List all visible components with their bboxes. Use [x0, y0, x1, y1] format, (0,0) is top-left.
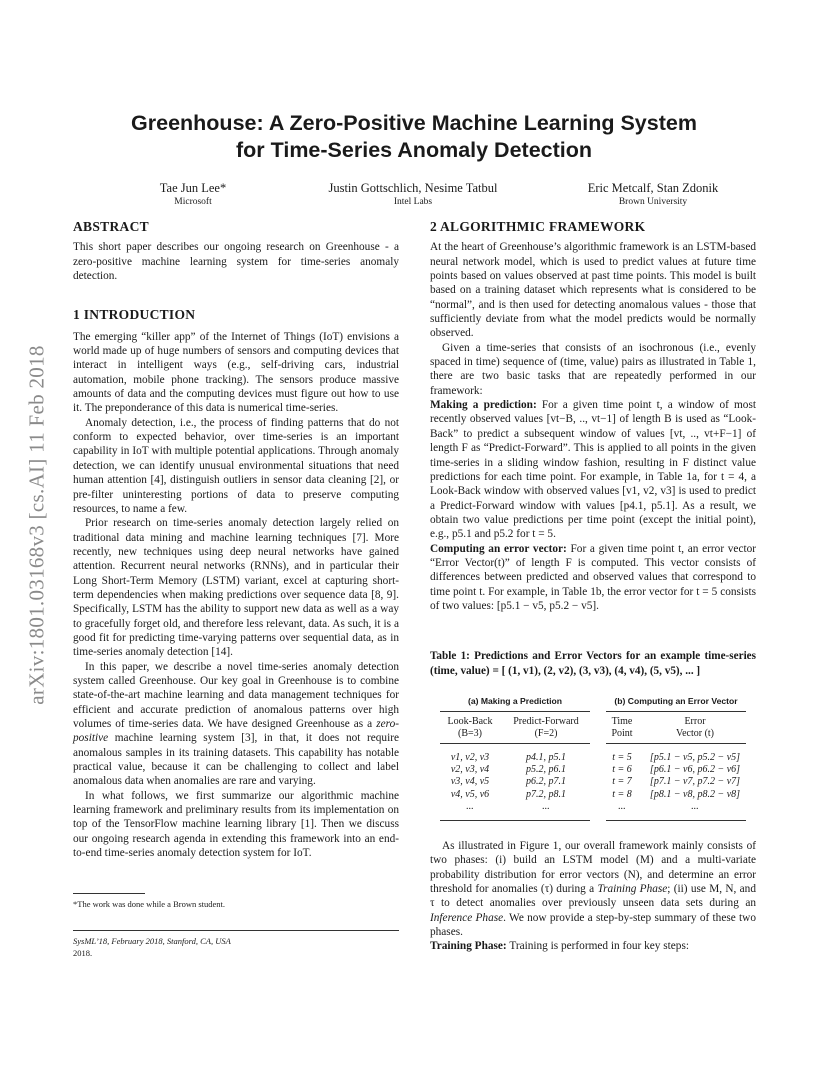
author-3 [548, 181, 758, 209]
header-line: Point [611, 728, 633, 740]
table-a-title: (a) Making a Prediction [467, 696, 563, 706]
abstract-text: This short paper describes our ongoing research on Greenhouse - a zero-positive machine learning system for time-series anomaly detection. [73, 241, 399, 283]
intro-paragraph-5: In what follows, we first summarize our algorithmic machine learning framework and preliminary results from its implementation on top of the TensorFlow machine learning library [1]. Then we discuss our ongoing research agenda in extending this framework into an end-to-end time-series anomaly detection system for IoT. [73, 789, 399, 860]
author-block [0, 181, 828, 215]
error-vector-label: Computing an error vector: [430, 542, 567, 555]
algo-paragraph-2: Given a time-series that consists of an isochronous (i.e., evenly spaced in time) sequence of (time, value) pairs as illustrated in Table 1, there are two basic tasks that are repeatedly performed in our framework: [430, 341, 756, 397]
header-line: (B=3) [458, 728, 482, 740]
table-b-cell: [p6.1 − v6, p6.2 − v6] [649, 764, 741, 776]
prediction-paragraph [430, 398, 756, 541]
author-2 [298, 181, 528, 209]
footnote: *The work was done while a Brown student. [73, 899, 226, 909]
table-a [440, 716, 590, 820]
algo-paragraph-1: At the heart of Greenhouse’s algorithmic framework is an LSTM-based neural network model, which is used to predict values at future time points based on values observed at past time points. This model is built based on a training dataset which represents what is considered to be “normal”, and is then used for detecting anomalous values - those that sufficiently deviate from what the model predicts would be normally observed. [430, 241, 756, 340]
header-line: Vector (t) [675, 728, 715, 740]
title-line-1: Greenhouse: A Zero-Positive Machine Learning System [131, 111, 697, 135]
intro-p4-part-b: machine learning system [3], in that, it does not require anomalous samples in its training datasets. This capability has notable practical value, because it can be challenging to collect and label anomalous data when anomalies are rare and varying. [73, 732, 399, 788]
table-b-bottom-rule [606, 820, 746, 821]
prediction-label: Making a prediction: [430, 399, 537, 412]
header-line: Error [684, 716, 706, 727]
framework-paragraph [430, 839, 756, 939]
venue-rule [73, 930, 399, 931]
table-a-cell: v2, v3, v4 [450, 764, 490, 776]
framework-text-b: ; (ii) use M, N, and τ to detect anomalies over previously unseen data sets during an [430, 883, 756, 910]
training-phase-paragraph [430, 939, 756, 953]
table-a-cell: v3, v4, v5 [450, 776, 490, 788]
header-line: Look-Back [447, 716, 493, 727]
author-affiliation: Brown University [618, 197, 688, 207]
author-affiliation: Intel Labs [393, 197, 433, 207]
author-1 [118, 181, 268, 209]
table-a-bottom-rule [440, 820, 590, 821]
table-b-cell: t = 8 [612, 788, 632, 800]
table-a-cell: p5.2, p6.1 [526, 764, 566, 776]
framework-text-c: . We now provide a step-by-step summary of these two phases. [430, 911, 756, 939]
title-line-2: for Time-Series Anomaly Detection [235, 138, 593, 162]
table-b-cell: [p5.1 − v5, p5.2 − v5] [649, 752, 741, 763]
header-line: Predict-Forward [513, 716, 579, 727]
table-b-title: (b) Computing an Error Vector [614, 696, 738, 706]
table-a-cell: ... [542, 800, 550, 812]
table-a-cell: v1, v2, v3 [450, 752, 490, 763]
left-column [73, 220, 399, 860]
table-a-cell: ... [466, 800, 474, 812]
intro-p4-emphasis: zero-positive [73, 718, 399, 745]
venue-year: 2018. [73, 948, 93, 958]
table-a-cell: p7.2, p8.1 [526, 788, 566, 800]
arxiv-id-text: arXiv:1801.03168v3 [cs.AI] 11 Feb 2018 [24, 345, 49, 705]
table-b-top-rule [606, 711, 746, 712]
table-a-cell: p6.2, p7.1 [526, 776, 566, 788]
training-phase-text: Training is performed in four key steps: [509, 940, 689, 953]
author-name: Tae Jun Lee* [159, 181, 227, 195]
header-line: (F=2) [534, 728, 558, 740]
right-column-bottom [430, 839, 756, 954]
prediction-text: For a given time point t, a window of most recently observed values [vt−B, .., vt−1] of length B is used as “Look-Back” to predict a subsequent window of values [vt, .., vt+F−1] of length F as “Predict-Forward”. This is applied to all points in the given time-series in a sliding window fashion, resulting in F distinct value predictions for each time point. For example, in Table 1a, for t = 4, a Look-Back window with observed values [v1, v2, v3] is used to predict a Predict-Forward window with values [p4.1, p5.1]. As a result, we obtain two value predictions per time point (except the initial point), e.g., p5.1 and p5.2 for t = 5. [430, 399, 756, 541]
intro-paragraph-3: Prior research on time-series anomaly detection largely relied on traditional data mining and machine learning techniques [7]. More recently, new techniques using deep neural networks have gained attention. Recurrent neural networks (RNNs), and in particular their Long Short-Term Memory (LSTM) variant, excel at capturing short-term dependencies when making predictions over sequence data [8, 9]. Specifically, LSTM has the ability to support new data as well as a way to gracefully forget old, and therefore less relevant, data. As such, it is a good fit for predicting time-varying patterns over sequential data, as in time-series anomaly detection [14]. [73, 517, 399, 659]
author-affiliation: Microsoft [174, 197, 212, 207]
training-phase-emphasis: Training Phase [597, 883, 668, 896]
right-column-top [430, 220, 756, 613]
table-b-cell: ... [618, 800, 626, 812]
table-a-cell: p4.1, p5.1 [526, 752, 566, 763]
table-caption: Table 1: Predictions and Error Vectors for an example time-series (time, value) = [ (1, v1), (2, v2), (3, v3), (4, v4), (5, v5), ... ] [430, 650, 756, 677]
paper-title [0, 110, 828, 164]
intro-paragraph-4 [73, 660, 399, 789]
header-line: Time [611, 716, 633, 727]
framework-text-a: As illustrated in Figure 1, our overall framework mainly consists of two phases: (i) build an LSTM model (M) and a multi-variate probability distribution for error vectors (N), and determine an error threshold for anomalies (τ) during a [430, 840, 756, 896]
abstract-heading: ABSTRACT [73, 219, 149, 234]
table-b-cell: [p8.1 − v8, p8.2 − v8] [649, 788, 741, 800]
table-a-cell: v4, v5, v6 [450, 788, 490, 800]
error-vector-paragraph [430, 542, 756, 614]
table-a-header-predict [502, 716, 590, 741]
table-b [606, 716, 746, 820]
inference-phase-emphasis: Inference Phase [430, 911, 504, 924]
table-b-cell: [p7.1 − v7, p7.2 − v7] [649, 776, 741, 788]
training-phase-label: Training Phase: [430, 940, 507, 953]
arxiv-identifier [22, 290, 52, 760]
table-b-header-time [606, 716, 638, 741]
footnote-rule [73, 893, 145, 894]
intro-paragraph-2: Anomaly detection, i.e., the process of finding patterns that do not conform to expected behavior, over time-series is an important capability in IoT with multiple potential applications. Through anomaly detection, we can identify unusual environmental situations that need human attention [4], distinguish outliers in sensor data cleaning [2], or pre-filter uninteresting portions of data to preserve computing resources, to name a few. [73, 416, 399, 515]
intro-heading: 1 INTRODUCTION [73, 307, 196, 323]
table-b-cell: t = 5 [612, 752, 632, 763]
intro-paragraph-1: The emerging “killer app” of the Internet of Things (IoT) envisions a world made up of huge numbers of sensors and computing devices that interact in intelligent ways (e.g., self-driving cars, industrial automation, mobile phone tracking). The sensors produce massive amounts of data and the computing devices must figure out how to use it. The preponderance of this data is numerical time-series. [73, 330, 399, 415]
table-b-cell: ... [691, 800, 699, 812]
table-b-cell: t = 7 [612, 776, 632, 788]
author-name: Eric Metcalf, Stan Zdonik [587, 181, 719, 195]
intro-p4-part-a: In this paper, we describe a novel time-series anomaly detection system called Greenhouse. Our key goal in Greenhouse is to combine state-of-the-art machine learning and data management techniques for efficient and accurate prediction of anomalous patterns over high volumes of time-series data. We have designed Greenhouse as a [73, 660, 399, 730]
table-b-header-error [644, 716, 746, 741]
error-vector-text: For a given time point t, an error vector “Error Vector(t)” of length F is computed. This vector consists of differences between predicted and observed values that correspond to time point t. For example, in Table 1b, the error vector for t = 5 consists of two values: [p5.1 − v5, p5.2 − v5]. [430, 542, 757, 612]
venue-text: SysML’18, February 2018, Stanford, CA, USA [73, 936, 231, 946]
table-a-top-rule [440, 711, 590, 712]
table-a-header-lookback [440, 716, 500, 741]
table-b-cell: t = 6 [612, 764, 632, 776]
algo-heading: 2 ALGORITHMIC FRAMEWORK [430, 219, 646, 234]
author-name: Justin Gottschlich, Nesime Tatbul [328, 181, 498, 195]
